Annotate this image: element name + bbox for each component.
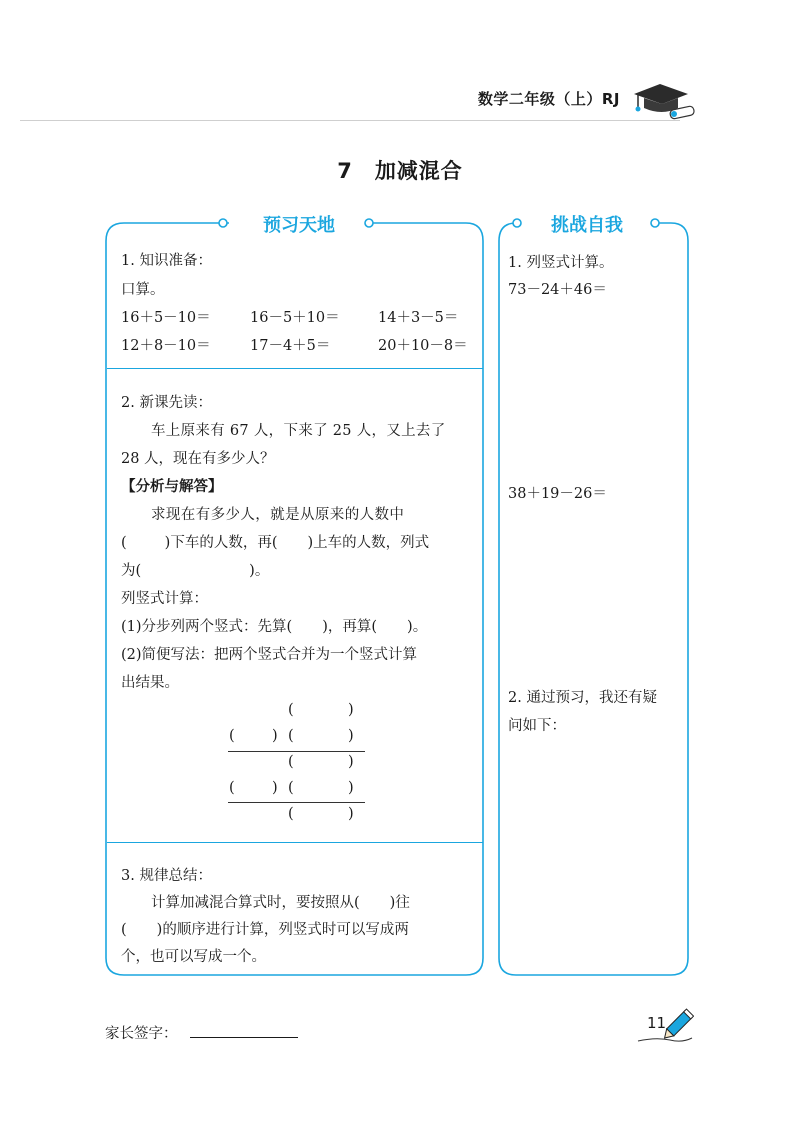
- paren-close: ): [348, 728, 354, 744]
- paren-open: (: [288, 728, 294, 744]
- paren-open: (: [288, 702, 294, 718]
- signature-line[interactable]: [190, 1037, 298, 1038]
- q1-sub: 口算。: [121, 282, 165, 298]
- q3-heading: 3. 规律总结：: [121, 868, 212, 884]
- header-rule: [20, 120, 680, 121]
- mental-calc-1: 16＋5－10＝: [121, 310, 211, 326]
- paren-close: ): [348, 780, 354, 796]
- rule-text: )往: [389, 895, 410, 911]
- analysis-text: )下车的人数，再(: [164, 535, 278, 551]
- step-2-line-2: 出结果。: [121, 675, 179, 691]
- problem-line-1: 车上原来有 67 人，下来了 25 人，又上去了: [151, 423, 446, 439]
- paren-open: (: [121, 535, 127, 551]
- challenge-q2-line-2: 问如下：: [508, 718, 566, 734]
- sum-line: [228, 751, 365, 752]
- challenge-expr-2: 38＋19－26＝: [508, 486, 607, 502]
- q3-line-1: [151, 893, 410, 913]
- step-text: )。: [407, 619, 428, 635]
- paren-close: ): [348, 702, 354, 718]
- analysis-tag: 【分析与解答】: [121, 478, 223, 495]
- right-panel-title: 挑战自我: [551, 215, 623, 236]
- rule-text: 计算加减混合算式时，要按照从(: [151, 895, 360, 911]
- q3-line-2: [121, 920, 409, 940]
- analysis-text: )。: [249, 563, 270, 579]
- mental-calc-5: 17－4＋5＝: [250, 338, 331, 354]
- lesson-title: [0, 155, 800, 185]
- header-title: 数学二年级（上）RJ: [477, 90, 620, 108]
- rule-text: )的顺序进行计算，列竖式时可以写成两: [156, 922, 409, 938]
- signature-label: 家长签字：: [105, 1026, 178, 1042]
- paren-open: (: [288, 780, 294, 796]
- section-divider-2: [107, 842, 483, 843]
- mental-calc-3: 14＋3－5＝: [378, 310, 459, 326]
- paren-open: (: [229, 728, 235, 744]
- challenge-q2-line-1: 2. 通过预习，我还有疑: [508, 690, 657, 706]
- question-notes-area[interactable]: [508, 740, 678, 960]
- step-2-line-1: (2)简便写法：把两个竖式合并为一个竖式计算: [121, 647, 418, 663]
- challenge-expr-1: 73－24＋46＝: [508, 282, 607, 298]
- paren-close: ): [272, 728, 278, 744]
- mental-calc-2: 16－5＋10＝: [250, 310, 340, 326]
- analysis-text: 为(: [121, 563, 142, 579]
- paren-close: ): [348, 806, 354, 822]
- q2-heading: 2. 新课先读：: [121, 395, 212, 411]
- graduation-cap-icon: [626, 78, 698, 124]
- step-text: )，再算(: [322, 619, 378, 635]
- page-number: 11: [647, 1014, 667, 1032]
- problem-line-2: 28 人，现在有多少人？: [121, 451, 275, 467]
- paren-open: (: [229, 780, 235, 796]
- paren-open: (: [288, 754, 294, 770]
- analysis-line-1: 求现在有多少人，就是从原来的人数中: [151, 507, 405, 523]
- step-1: [121, 617, 427, 637]
- work-area-1[interactable]: [508, 302, 678, 480]
- sum-line: [228, 802, 365, 803]
- section-divider-1: [107, 368, 483, 369]
- left-panel-title: 预习天地: [263, 215, 335, 236]
- work-area-2[interactable]: [508, 506, 678, 684]
- analysis-text: )上车的人数，列式: [307, 535, 430, 551]
- paren-open: (: [288, 806, 294, 822]
- analysis-line-3: [121, 561, 269, 581]
- lesson-name: 加减混合: [374, 159, 463, 183]
- vertical-label: 列竖式计算：: [121, 591, 208, 607]
- q3-line-3: 个，也可以写成一个。: [121, 949, 266, 965]
- lesson-number: 7: [337, 159, 353, 183]
- analysis-line-2: [121, 533, 429, 553]
- paren-close: ): [272, 780, 278, 796]
- paren-close: ): [348, 754, 354, 770]
- q1-heading: 1. 知识准备：: [121, 253, 212, 269]
- mental-calc-4: 12＋8－10＝: [121, 338, 211, 354]
- rule-text: (: [121, 922, 127, 938]
- mental-calc-6: 20＋10－8＝: [378, 338, 468, 354]
- step-text: (1)分步列两个竖式：先算(: [121, 619, 293, 635]
- challenge-q1-heading: 1. 列竖式计算。: [508, 255, 614, 271]
